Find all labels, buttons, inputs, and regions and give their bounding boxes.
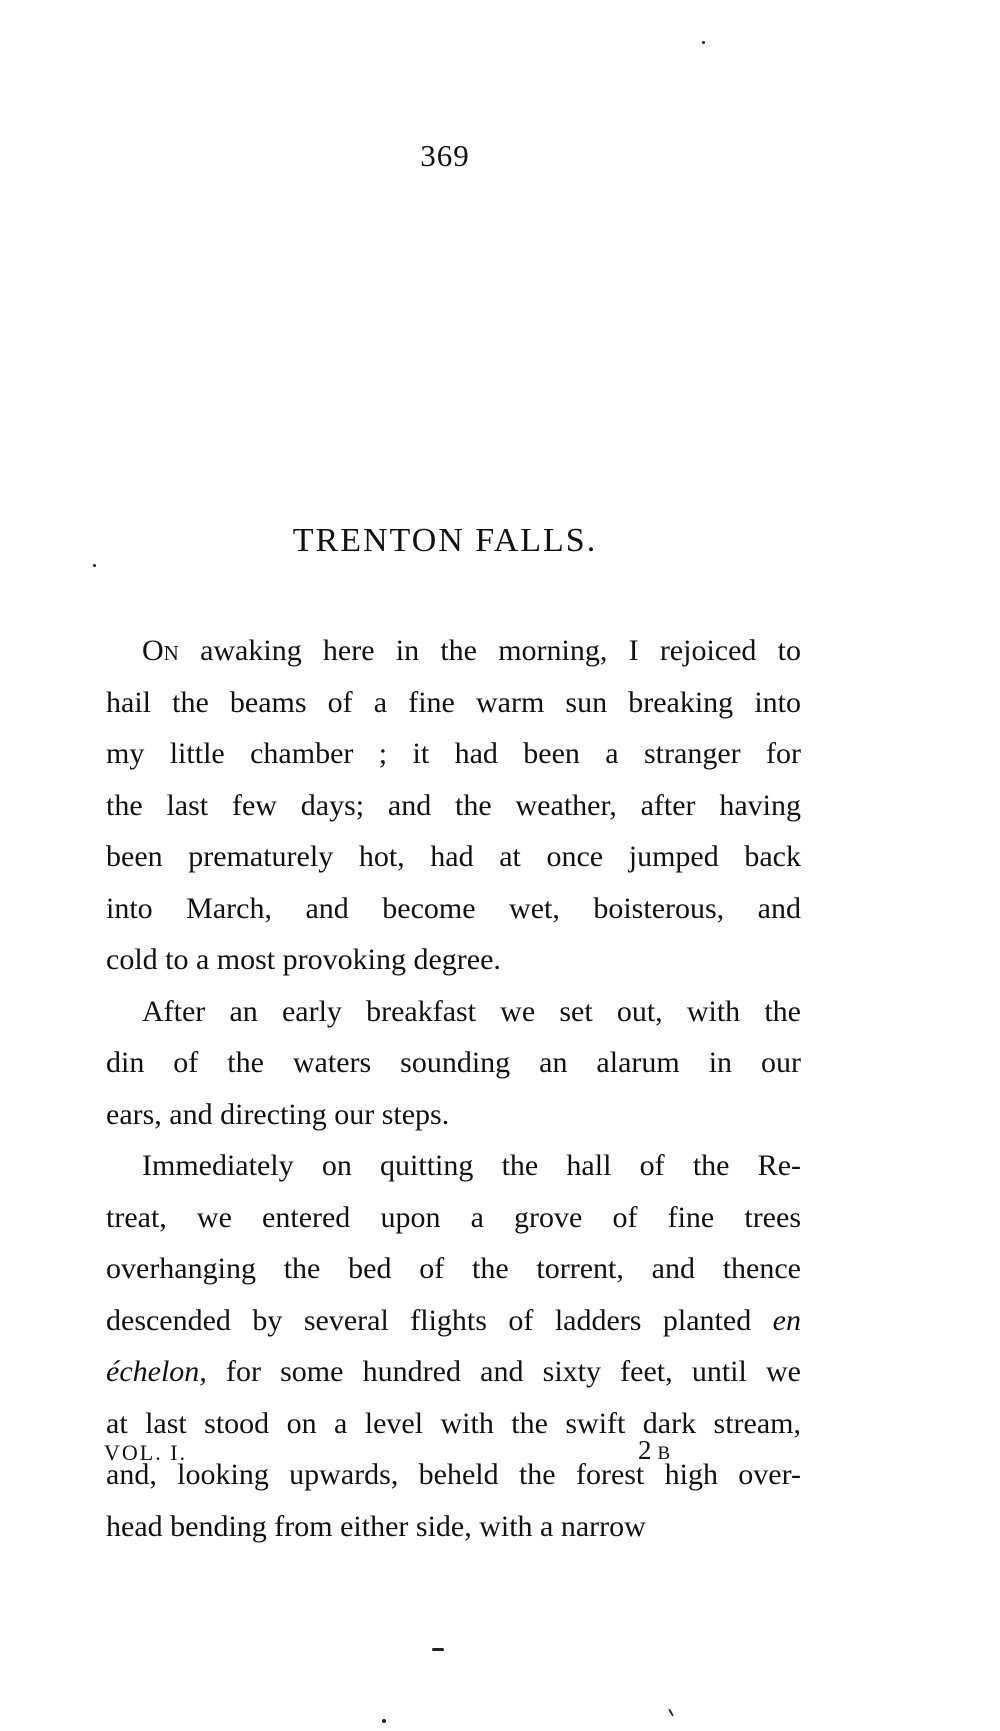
- scan-speck: [668, 1708, 674, 1717]
- text-line: din of the waters sounding an alarum in our: [106, 1046, 801, 1079]
- text-line: into March, and become wet, boisterous, and: [106, 891, 801, 925]
- text-line: descended by several flights of ladders planted en: [106, 1303, 801, 1337]
- scan-speck: [702, 41, 705, 44]
- paragraph: [70, 1140, 801, 1552]
- scan-speck: [432, 1648, 444, 1651]
- text-line: and, looking upwards, beheld the forest high over-: [106, 1458, 801, 1491]
- text-line: the last few days; and the weather, after having: [106, 788, 801, 822]
- footer-volume: VOL. I.: [104, 1440, 188, 1465]
- paragraph: [70, 625, 801, 986]
- scan-speck: [382, 1719, 386, 1723]
- text-line: ears, and directing our steps.: [106, 1097, 450, 1131]
- text-line: On awaking here in the morning, I rejoiced to: [142, 634, 801, 667]
- footer-signature: [638, 1435, 670, 1466]
- scan-speck: [93, 564, 96, 567]
- chapter-title: TRENTON FALLS.: [292, 522, 598, 559]
- text-line: cold to a most provoking degree.: [106, 943, 501, 976]
- signature-number: 2: [638, 1435, 652, 1465]
- text-line: hail the beams of a fine warm sun breaking into: [106, 685, 801, 719]
- text-line: treat, we entered upon a grove of fine trees: [106, 1200, 801, 1234]
- text-line: head bending from either side, with a narrow: [106, 1509, 646, 1543]
- text-line: at last stood on a level with the swift dark stream,: [106, 1406, 801, 1440]
- text-line: After an early breakfast we set out, with the: [142, 994, 801, 1028]
- text-line: Immediately on quitting the hall of the Re-: [142, 1149, 801, 1182]
- body-text: [70, 625, 801, 1552]
- text-line: échelon, for some hundred and sixty feet, until we: [106, 1355, 801, 1388]
- text-line: my little chamber ; it had been a stranger for: [106, 737, 801, 770]
- signature-letter: B: [657, 1443, 671, 1464]
- paragraph: [70, 986, 801, 1141]
- page-number: 369: [420, 138, 470, 173]
- text-line: overhanging the bed of the torrent, and thence: [106, 1252, 801, 1285]
- text-line: been prematurely hot, had at once jumped back: [106, 840, 801, 873]
